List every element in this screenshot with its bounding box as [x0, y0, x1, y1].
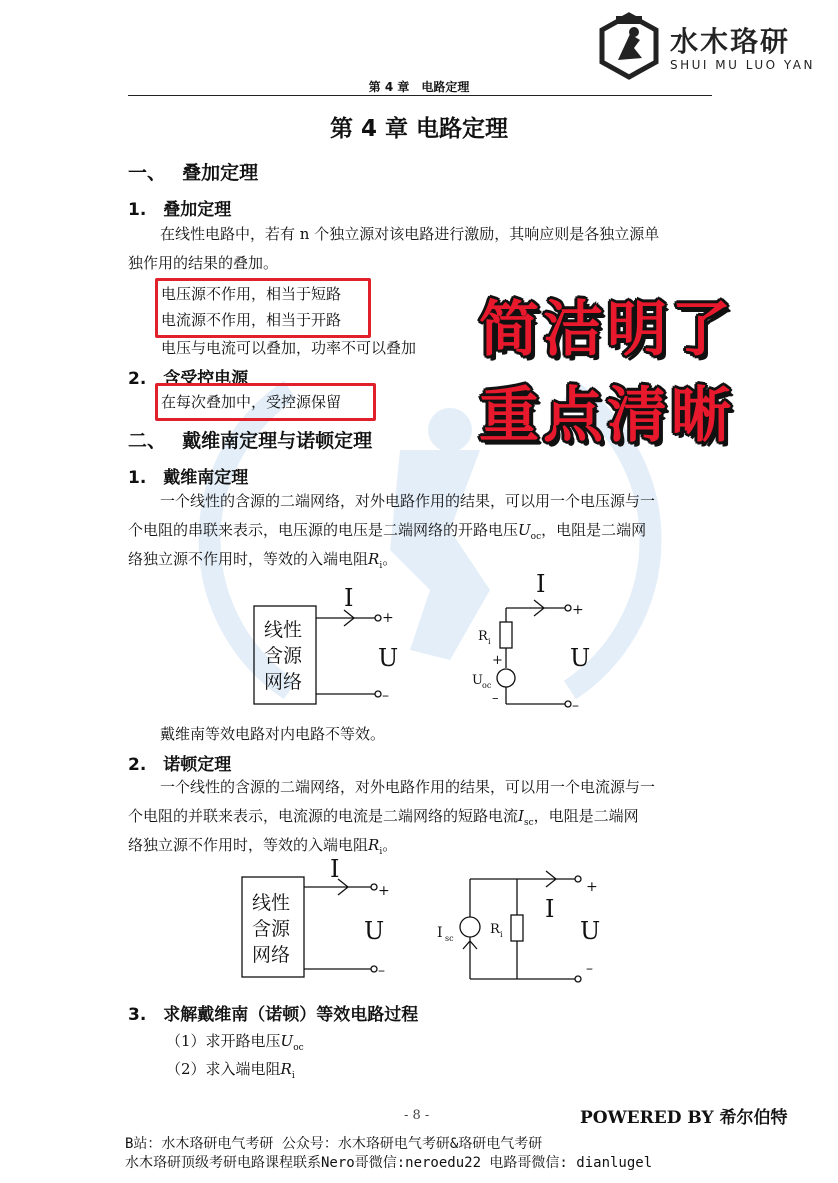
subsection-norton-title: 2. 诺顿定理	[128, 755, 232, 775]
fig2-plus: +	[378, 883, 390, 899]
symbol-uoc-sub: oc	[530, 532, 542, 542]
brand-subtitle: SHUI MU LUO YAN	[670, 58, 815, 72]
brand-name: 水木珞研	[670, 25, 791, 58]
fig2b-isc-label: I	[437, 925, 443, 941]
note-power-superposition: 电压与电流可以叠加，功率不可以叠加	[161, 339, 417, 357]
promo-stamp	[458, 282, 756, 452]
symbol-ri-2-sub: i	[379, 847, 383, 857]
symbol-ri-3-sub: i	[291, 1071, 295, 1081]
fig1b-voltage-label: U	[570, 644, 591, 672]
section-2-heading: 二、 戴维南定理与诺顿定理	[128, 430, 373, 452]
fig2b-ri-sub: i	[500, 930, 503, 939]
stamp-line-1: 简洁明了	[479, 295, 735, 365]
fig1-minus: –	[382, 688, 389, 704]
fig1-box-l3: 网络	[264, 671, 303, 693]
symbol-ri-2: R	[368, 836, 380, 854]
fig1b-minus: –	[572, 698, 579, 714]
symbol-uoc-2: U	[280, 1032, 294, 1050]
norton-para-line3-tail: 。	[382, 836, 398, 854]
thevenin-para-line3-tail: 。	[382, 550, 398, 568]
fig1b-ri-label: R	[478, 629, 488, 644]
fig1-voltage-label: U	[378, 644, 399, 672]
symbol-ri: R	[368, 550, 380, 568]
fig1b-uoc-label: U	[472, 673, 483, 688]
fig2-minus: –	[378, 963, 385, 979]
chapter-title: 第 4 章 电路定理	[329, 116, 509, 142]
fig2-box-l2: 含源	[252, 918, 291, 940]
fig1b-current-label: I	[536, 570, 546, 598]
resistor-ri-2	[511, 915, 523, 941]
norton-para-line2-tail: ，电阻是二端网	[533, 807, 639, 825]
fig2b-isc-sub: sc	[445, 934, 454, 943]
superposition-para-line1: 在线性电路中，若有 n 个独立源对该电路进行激励，其响应则是各独立源单	[160, 225, 660, 243]
thevenin-note: 戴维南等效电路对内电路不等效。	[160, 725, 386, 743]
note-current-source: 电流源不作用，相当于开路	[161, 311, 342, 329]
fig1-plus: +	[382, 610, 394, 626]
footer-contact-line2: 水木珞研顶级考研电路课程联系Nero哥微信:neroedu22 电路哥微信: dianlugel	[125, 1155, 653, 1171]
procedure-step-1-text: （1）求开路电压	[166, 1032, 281, 1050]
superposition-para-line2: 独作用的结果的叠加。	[128, 254, 279, 272]
norton-para-line1: 一个线性的含源的二端网络，对外电路作用的结果，可以用一个电流源与一	[160, 778, 656, 796]
procedure-step-2	[166, 1058, 295, 1081]
fig1b-uoc-sub: oc	[482, 681, 492, 690]
page-number: - 8 -	[404, 1108, 430, 1123]
symbol-isc: I	[518, 807, 524, 825]
thevenin-para-line1: 一个线性的含源的二端网络，对外电路作用的结果，可以用一个电压源与一	[160, 492, 656, 510]
procedure-step-1	[166, 1030, 304, 1053]
norton-para-line2-text: 个电阻的并联来表示，电流源的电流是二端网络的短路电流	[128, 807, 519, 825]
resistor-ri	[500, 622, 512, 648]
symbol-isc-sub: sc	[523, 818, 534, 828]
fig2-current-label: I	[330, 857, 340, 883]
footer-contact-line1: B站：水木珞研电气考研 公众号：水木珞研电气考研&珞研电气考研	[125, 1136, 543, 1152]
running-header: 第 4 章 电路定理	[368, 80, 470, 94]
thevenin-para-line3-text: 络独立源不作用时，等效的入端电阻	[128, 550, 369, 568]
subsection-procedure-title: 3. 求解戴维南（诺顿）等效电路过程	[128, 1005, 419, 1025]
thevenin-para-line2-tail: ，电阻是二端网	[541, 521, 647, 539]
symbol-uoc-2-sub: oc	[293, 1043, 304, 1053]
fig1b-src-minus: –	[492, 691, 499, 706]
symbol-ri-sub: i	[379, 561, 383, 571]
fig2b-ri-label: R	[490, 922, 500, 937]
fig2b-current-label: I	[545, 895, 555, 923]
subsection-dependent-source-title: 2. 含受控电源	[128, 369, 249, 389]
symbol-uoc: U	[518, 521, 531, 539]
fig2-voltage-label: U	[364, 917, 385, 945]
powered-by: POWERED BY 希尔伯特	[580, 1108, 788, 1128]
fig2-box-l3: 网络	[252, 944, 291, 966]
fig1b-src-plus: +	[492, 653, 503, 668]
subsection-thevenin-title: 1. 戴维南定理	[128, 468, 249, 488]
note-dependent-source-kept: 在每次叠加中，受控源保留	[161, 393, 342, 411]
fig1-box-l1: 线性	[264, 619, 303, 641]
fig1b-ri-sub: i	[488, 637, 491, 646]
voltage-source-uoc	[497, 669, 515, 687]
fig2-box-l1: 线性	[252, 892, 291, 914]
fig1-box-l2: 含源	[264, 645, 303, 667]
procedure-step-2-text: （2）求入端电阻	[166, 1060, 281, 1078]
norton-para-line3-text: 络独立源不作用时，等效的入端电阻	[128, 836, 369, 854]
fig2b-plus: +	[586, 879, 598, 895]
fig2b-voltage-label: U	[580, 917, 601, 945]
fig2b-minus: –	[586, 961, 593, 977]
stamp-line-2: 重点清晰	[479, 381, 735, 451]
brand-logo-icon	[594, 12, 664, 80]
current-source-isc	[460, 917, 480, 937]
fig1b-plus: +	[572, 602, 584, 618]
norton-circuit-diagram	[240, 857, 610, 987]
header-rule	[128, 95, 712, 96]
note-voltage-source: 电压源不作用，相当于短路	[161, 285, 342, 303]
thevenin-circuit-diagram	[240, 570, 610, 720]
symbol-ri-3: R	[280, 1060, 292, 1078]
subsection-superposition-title: 1. 叠加定理	[128, 200, 232, 220]
thevenin-para-line2-text: 个电阻的串联来表示，电压源的电压是二端网络的开路电压	[128, 521, 519, 539]
fig1-current-label: I	[344, 584, 354, 612]
section-1-heading: 一、 叠加定理	[128, 162, 259, 184]
